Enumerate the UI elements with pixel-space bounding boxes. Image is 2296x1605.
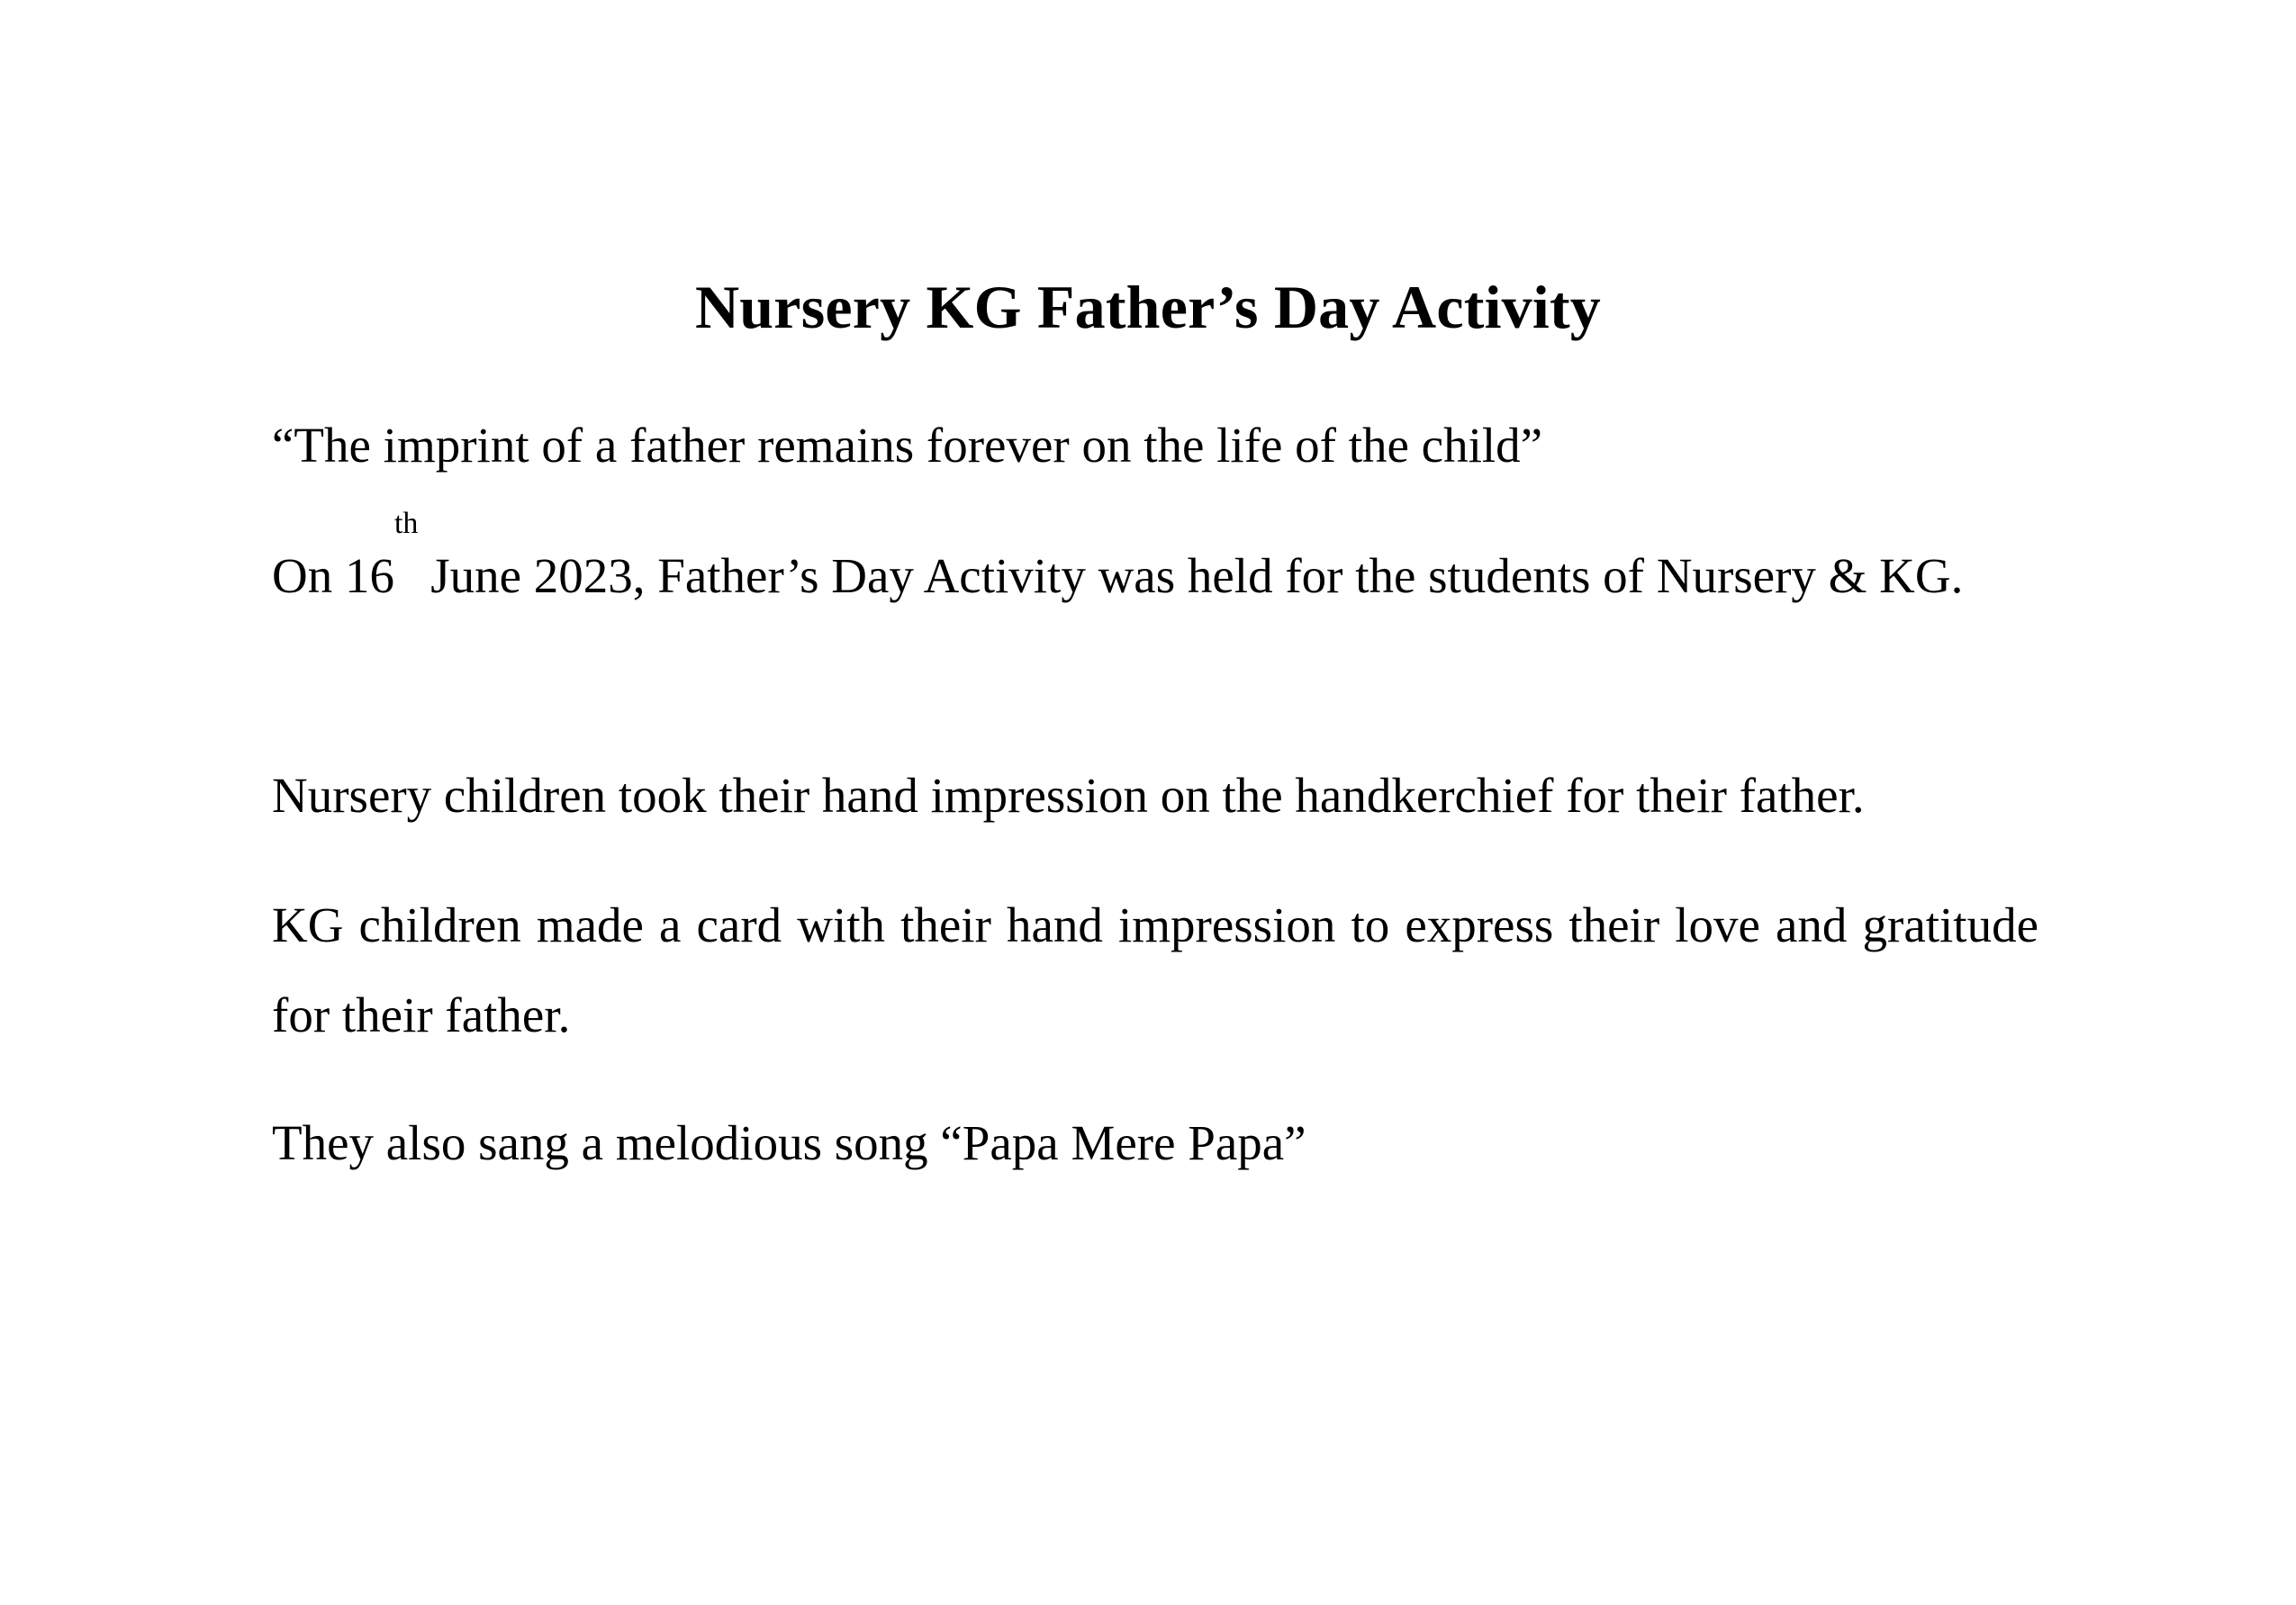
date-paragraph-prefix: On 16 — [272, 548, 394, 603]
quote-paragraph: “The imprint of a father remains forever on the life of the child” — [272, 418, 1543, 473]
date-paragraph — [272, 507, 2038, 621]
kg-paragraph: KG children made a card with their hand impression to express their love and gratitude for their father. — [272, 897, 2038, 1042]
document-title: Nursery KG Father’s Day Activity — [694, 273, 1601, 341]
nursery-paragraph: Nursery children took their hand impression on the handkerchief for their father. — [272, 768, 1865, 823]
date-ordinal-superscript: th — [393, 507, 419, 540]
date-paragraph-suffix: June 2023, Father’s Day Activity was held for the students of Nursery & KG. — [418, 548, 1964, 603]
song-paragraph: They also sang a melodious song “Papa Mere Papa” — [272, 1115, 1306, 1170]
